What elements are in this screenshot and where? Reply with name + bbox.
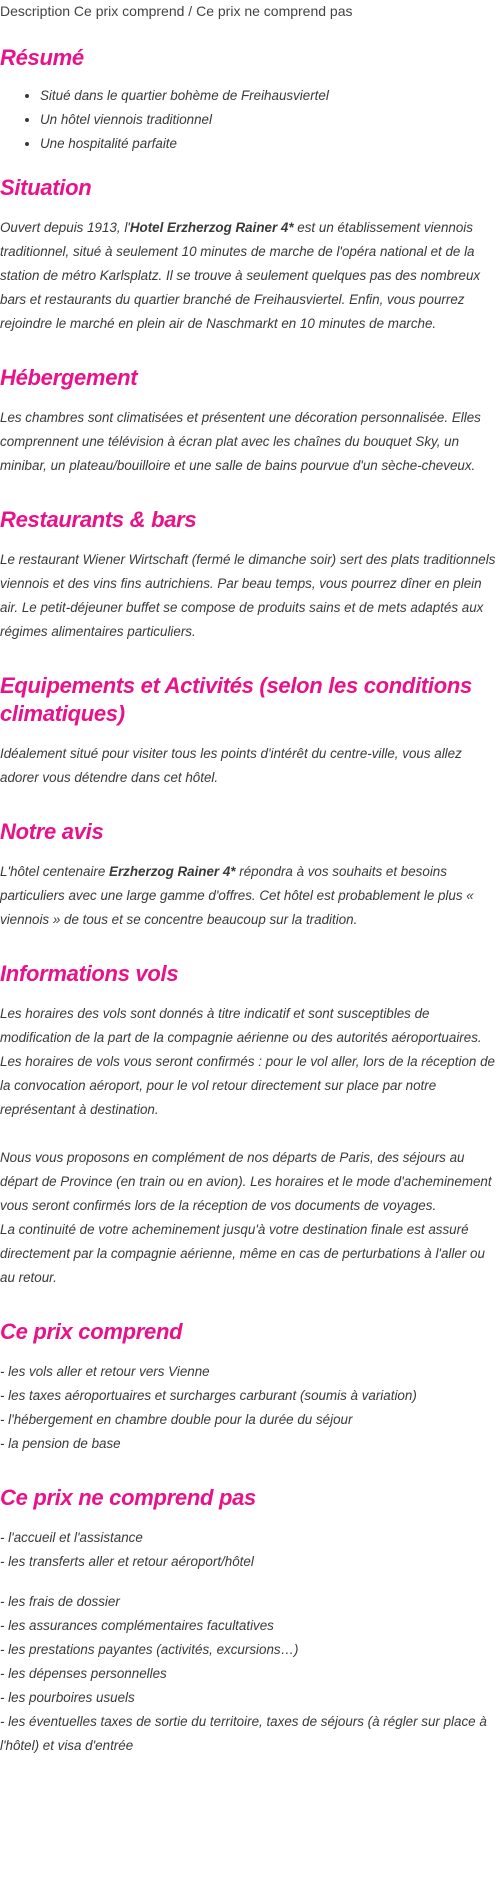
list-item: - les dépenses personnelles — [0, 1666, 167, 1681]
list-item: • Situé dans le quartier bohème de Freihausviertel — [40, 84, 498, 108]
vols-paragraph: Les horaires des vols sont donnés à titre indicatif et sont susceptibles de modification de la part de la compagnie aérienne ou des autorités aéroportuaires. — [0, 1006, 482, 1045]
hebergement-heading: Hébergement — [0, 365, 138, 390]
situation-text — [0, 216, 498, 336]
equipements-heading: Equipements et Activités (selon les conditions climatiques) — [0, 673, 472, 726]
spacer — [0, 1122, 498, 1146]
hotel-name: Hotel Erzherzog Rainer 4* — [129, 220, 294, 235]
tab-ce-prix-ne-comprend-pas[interactable]: Ce prix ne comprend pas — [196, 3, 353, 19]
situation-text-start: Ouvert depuis 1913, l' — [0, 220, 130, 235]
list-item: - les taxes aéroportuaires et surcharges carburant (soumis à variation) — [0, 1388, 417, 1403]
vols-paragraph: Les horaires de vols vous seront confirmés : pour le vol aller, lors de la réception de la convocation aéroport, pour le vol retour directement sur place par notre représentant à destination. — [0, 1054, 495, 1117]
situation-heading: Situation — [0, 175, 92, 200]
comprend-heading: Ce prix comprend — [0, 1319, 183, 1344]
avis-text-start: L'hôtel centenaire — [0, 864, 110, 879]
ne-comprend-list — [0, 1526, 498, 1758]
list-item: - l'hébergement en chambre double pour la durée du séjour — [0, 1412, 353, 1427]
vols-paragraph: La continuité de votre acheminement jusqu'à votre destination finale est assuré directement par la compagnie aérienne, même en cas de perturbations à l'aller ou au retour. — [0, 1222, 485, 1285]
avis-heading: Notre avis — [0, 819, 104, 844]
list-item: • Une hospitalité parfaite — [40, 132, 498, 156]
tab-description[interactable]: Description — [0, 3, 71, 19]
comprend-list — [0, 1360, 498, 1456]
hebergement-text: Les chambres sont climatisées et présentent une décoration personnalisée. Elles comprennent une télévision à écran plat avec les chaînes du bouquet Sky, un minibar, un plateau/bouilloire et une salle de bains pourvue d'un sèche-cheveux. — [0, 410, 481, 473]
vols-text — [0, 1002, 498, 1290]
hotel-name: Erzherzog Rainer 4* — [109, 864, 236, 879]
resume-list — [0, 84, 498, 156]
list-item: - les assurances complémentaires facultatives — [0, 1618, 274, 1633]
tab-ce-prix-comprend[interactable]: Ce prix comprend — [73, 3, 185, 19]
vols-heading: Informations vols — [0, 961, 179, 986]
resume-heading: Résumé — [0, 45, 84, 70]
equipements-text: Idéalement situé pour visiter tous les points d'intérêt du centre-ville, vous allez adorer vous détendre dans cet hôtel. — [0, 746, 462, 785]
list-item: - les prestations payantes (activités, excursions…) — [0, 1642, 299, 1657]
restaurants-heading: Restaurants & bars — [0, 507, 197, 532]
list-item: - les pourboires usuels — [0, 1690, 135, 1705]
list-item: - les éventuelles taxes de sortie du territoire, taxes de séjours (à régler sur place à l'hôtel) et visa d'entrée — [0, 1714, 487, 1753]
tab-separator: / — [184, 3, 197, 19]
avis-text — [0, 860, 498, 932]
restaurants-text: Le restaurant Wiener Wirtschaft (fermé le dimanche soir) sert des plats traditionnels viennois et des vins fins autrichiens. Par beau temps, vous pourrez dîner en plein air. Le petit-déjeuner buffet se compose de produits sains et de mets adaptés aux régimes alimentaires particuliers. — [0, 552, 496, 639]
spacer — [0, 1574, 498, 1590]
list-item: - les frais de dossier — [0, 1594, 120, 1609]
vols-paragraph: Nous vous proposons en complément de nos départs de Paris, des séjours au départ de Province (en train ou en avion). Les horaires et le mode d'acheminement vous seront confirmés lors de la réception de vos documents de voyages. — [0, 1150, 492, 1213]
list-item: - la pension de base — [0, 1436, 121, 1451]
list-item: • Un hôtel viennois traditionnel — [40, 108, 498, 132]
list-item: - les vols aller et retour vers Vienne — [0, 1364, 210, 1379]
tab-bar — [0, 0, 498, 20]
avis-text-end: répondra à vos souhaits et besoins particuliers avec une large gamme d'offres. Cet hôtel est probablement le plus « viennois » de tous et se concentre beaucoup sur la tradition. — [0, 864, 474, 927]
situation-text-end: est un établissement viennois traditionnel, situé à seulement 10 minutes de marche de l'opéra national et de la station de métro Karlsplatz. Il se trouve à seulement quelques pas des nombreux bars et restaurants du quartier branché de Freihausviertel. Enfin, vous pourrez rejoindre le marché en plein air de Naschmarkt en 10 minutes de marche. — [0, 220, 481, 331]
ne-comprend-heading: Ce prix ne comprend pas — [0, 1485, 256, 1510]
list-item: - l'accueil et l'assistance — [0, 1530, 143, 1545]
list-item: - les transferts aller et retour aéroport/hôtel — [0, 1554, 254, 1569]
